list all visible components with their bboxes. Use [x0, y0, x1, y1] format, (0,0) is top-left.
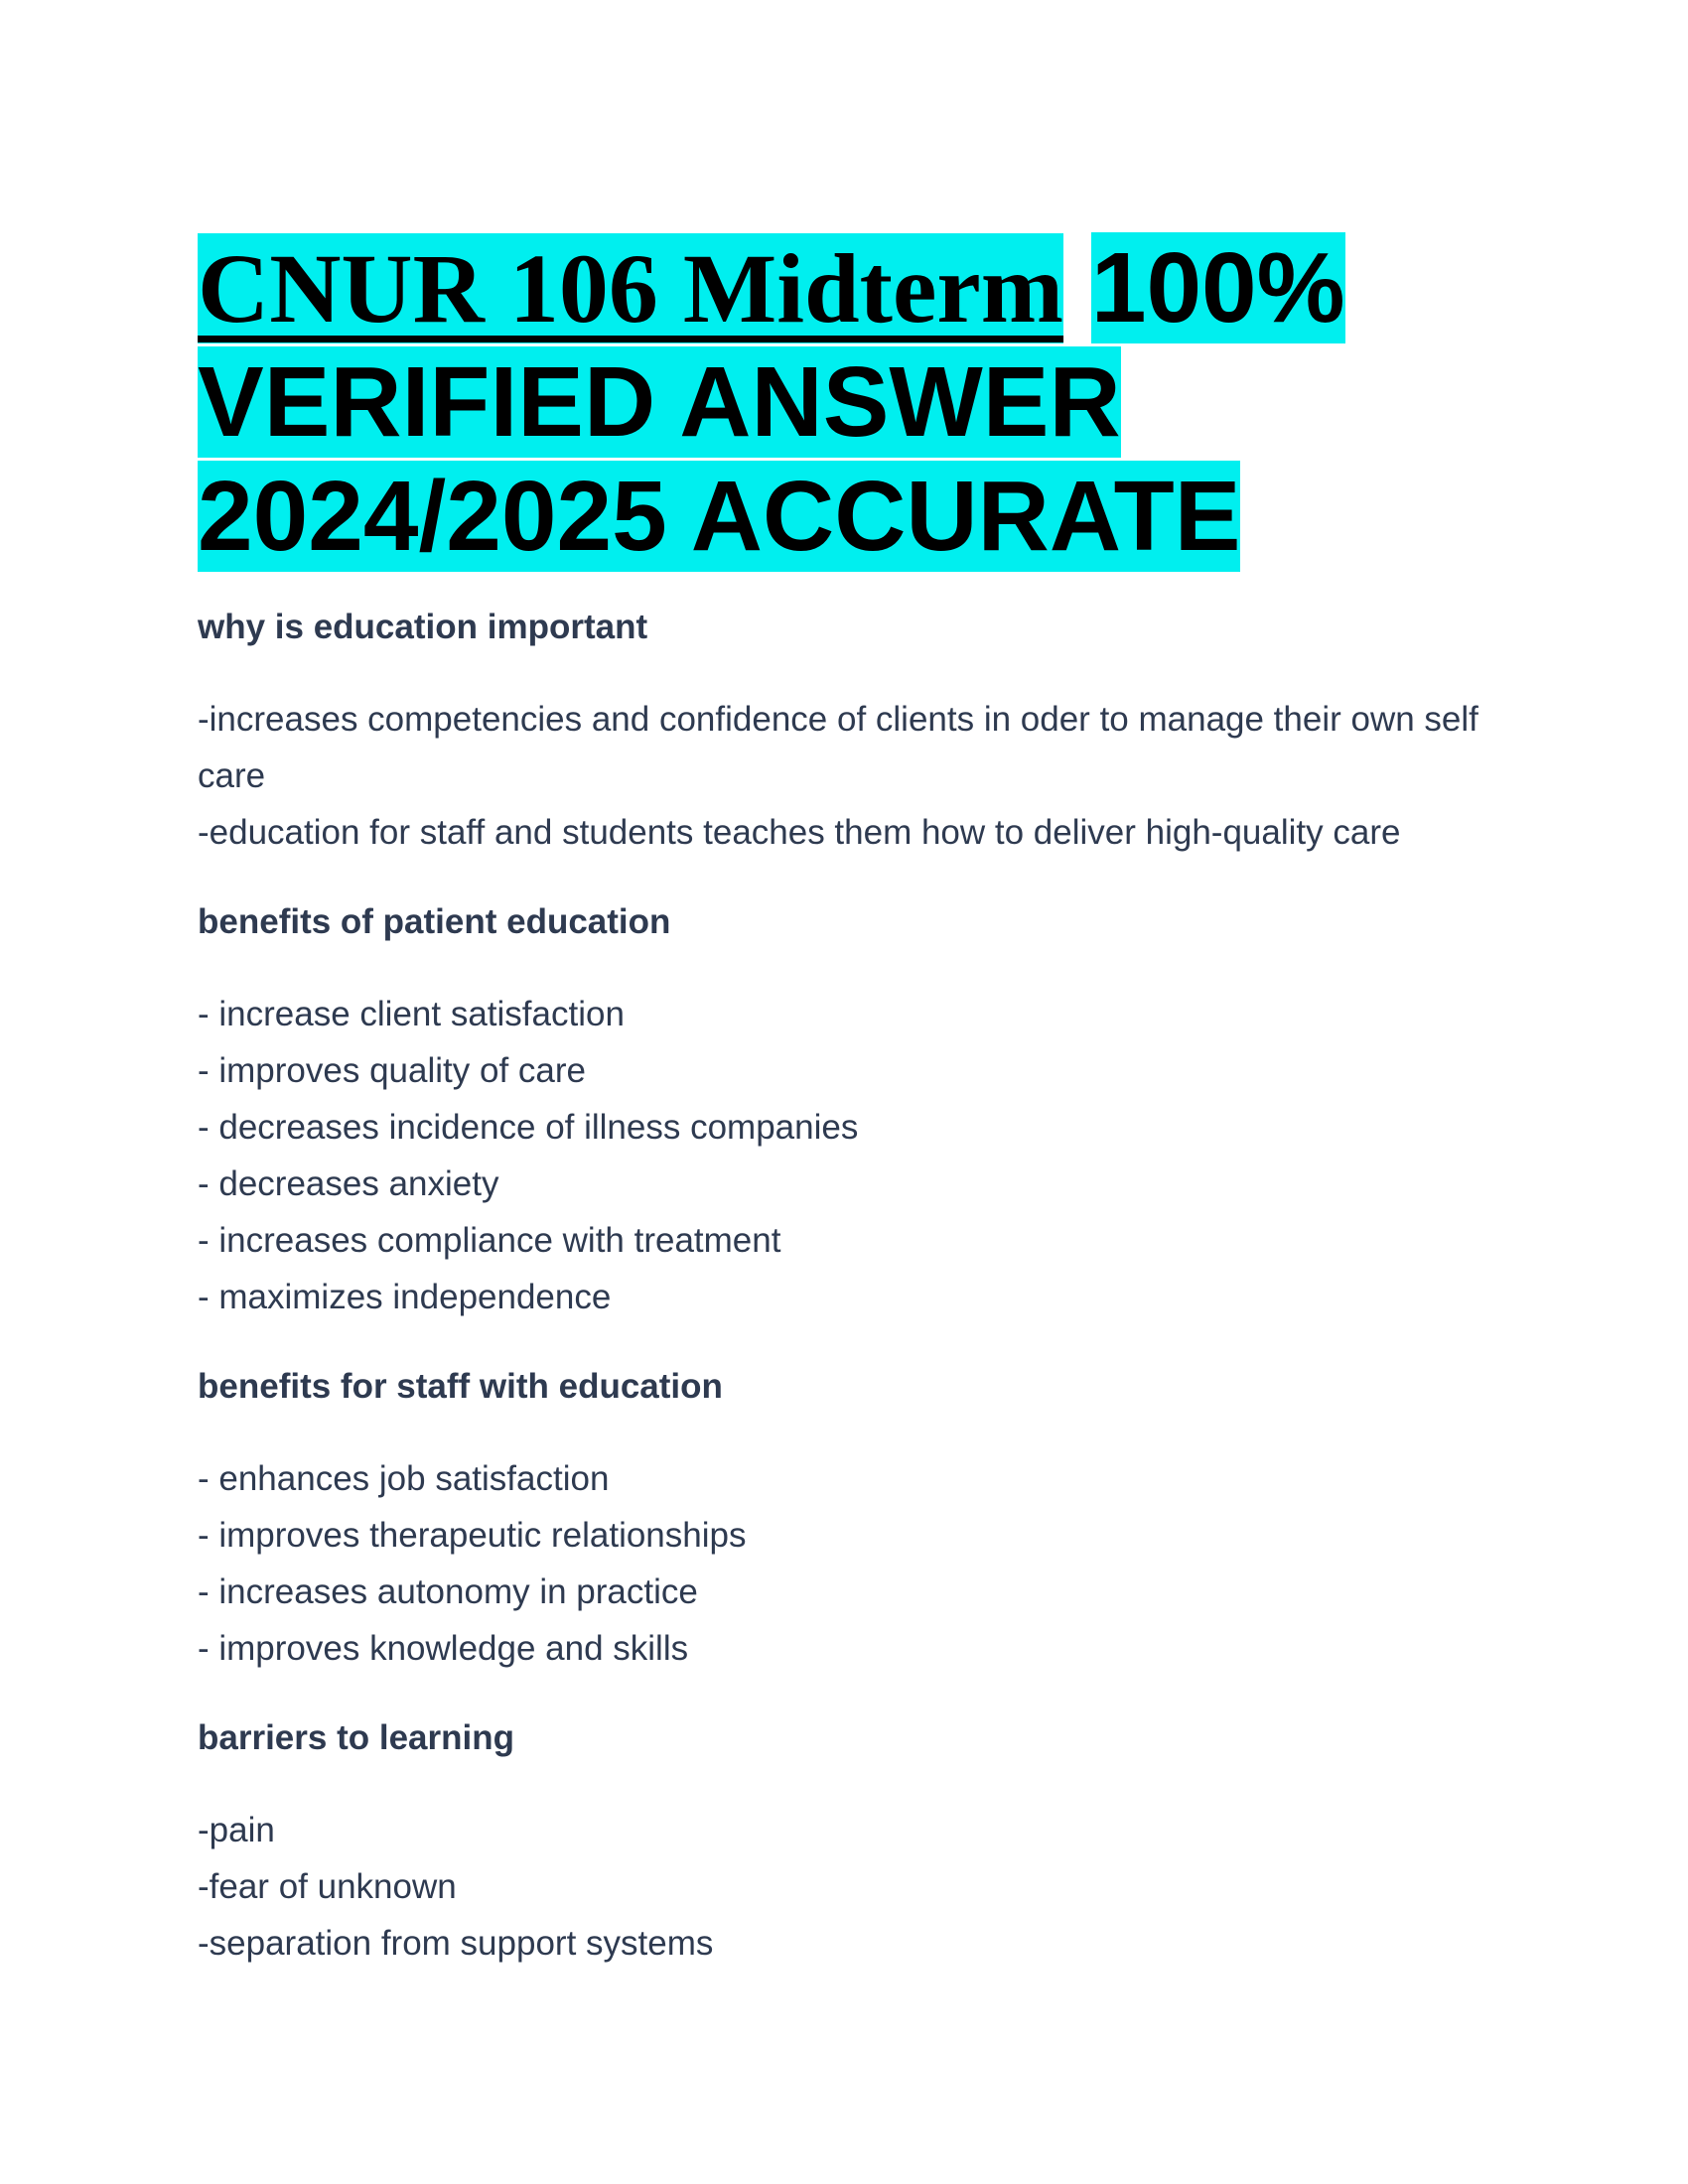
answer-line: -separation from support systems: [198, 1924, 714, 1963]
answer-line: - maximizes independence: [198, 1278, 612, 1316]
qa-block: [198, 599, 1499, 861]
answer-line: -increases competencies and confidence of clients in oder to manage their own self care: [198, 700, 1478, 795]
title-line3-segment: 2024/2025 ACCURATE: [198, 461, 1241, 572]
answer-line: - increases compliance with treatment: [198, 1221, 781, 1260]
answer-line: -pain: [198, 1811, 275, 1849]
answer-line: - decreases incidence of illness companies: [198, 1108, 859, 1147]
document-title: [198, 231, 1499, 574]
title-course-segment: CNUR 106 Midterm: [198, 233, 1064, 343]
answer-line: - decreases anxiety: [198, 1164, 499, 1203]
qa-block: [198, 893, 1499, 1325]
answer-line: - enhances job satisfaction: [198, 1459, 610, 1498]
answer-line: - improves knowledge and skills: [198, 1629, 689, 1668]
answer-line: - improves quality of care: [198, 1051, 586, 1090]
answer-line: -fear of unknown: [198, 1867, 457, 1906]
question-heading: benefits for staff with education: [198, 1367, 723, 1406]
answer-line: - increases autonomy in practice: [198, 1572, 698, 1611]
qa-block: [198, 1709, 1499, 1972]
qa-block: [198, 1358, 1499, 1677]
answer-line: - increase client satisfaction: [198, 995, 625, 1033]
answer-line: - improves therapeutic relationships: [198, 1516, 747, 1555]
question-heading: barriers to learning: [198, 1718, 514, 1757]
title-line2-segment: VERIFIED ANSWER: [198, 346, 1121, 458]
answer-line: -education for staff and students teaches them how to deliver high-quality care: [198, 813, 1401, 852]
title-percent-segment: 100%: [1090, 232, 1345, 343]
question-heading: benefits of patient education: [198, 902, 671, 941]
question-heading: why is education important: [198, 608, 648, 646]
qa-list: [198, 599, 1499, 1972]
